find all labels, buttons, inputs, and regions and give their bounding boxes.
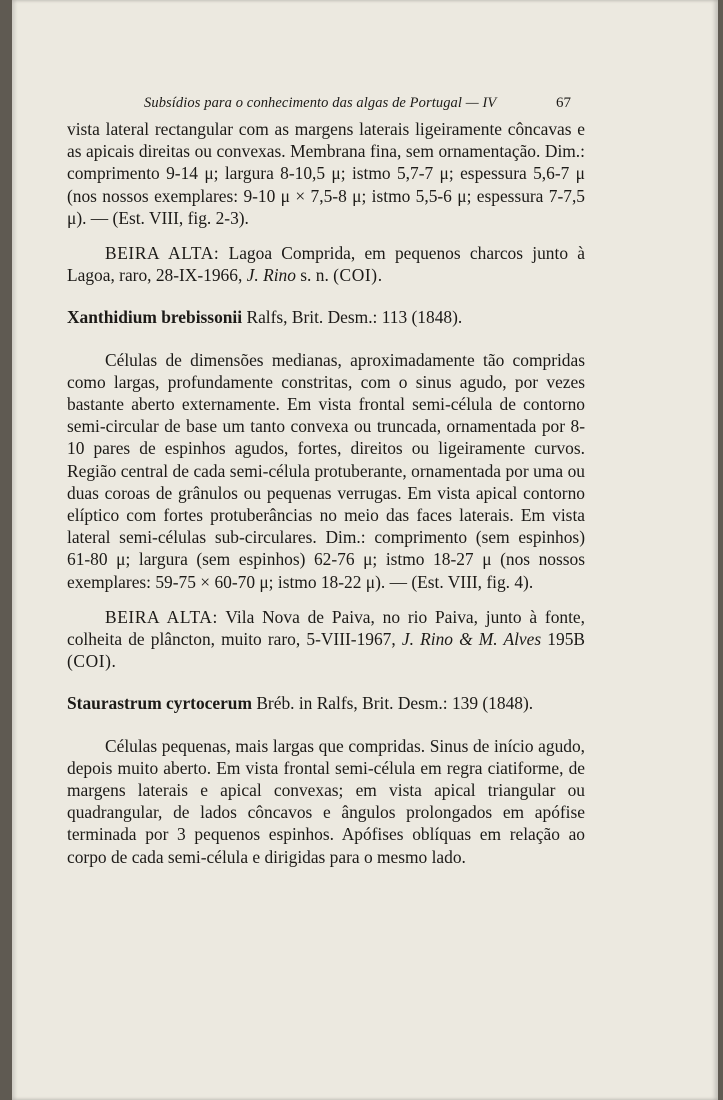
- taxon-entry: [67, 306, 585, 328]
- running-title: Subsídios para o conhecimento das algas de Portugal — IV: [144, 95, 497, 111]
- page-number: 67: [556, 95, 571, 111]
- taxon-entry: [67, 692, 585, 714]
- taxon-reference: Ralfs, Brit. Desm.: 113 (1848).: [246, 307, 463, 328]
- locality-text: Lagoa Comprida, em pequenos charcos junto à Lagoa, raro, 28-IX-1966,: [67, 243, 585, 286]
- taxon-name: Staurastrum cyrtocerum: [67, 693, 252, 714]
- page-header: [12, 95, 718, 115]
- locality-text: Vila Nova de Paiva, no rio Paiva, junto à fonte, colheita de plâncton, muito raro, 5-VIII-1967,: [67, 606, 585, 650]
- specimen-number: s. n.: [300, 265, 329, 286]
- region-label: BEIRA ALTA:: [105, 606, 218, 627]
- herbarium-code: (COI).: [333, 265, 383, 286]
- page-body: [67, 118, 585, 868]
- region-label: BEIRA ALTA:: [105, 243, 220, 264]
- taxon-name: Xanthidium brebissonii: [67, 307, 243, 328]
- specimen-number: 195B: [547, 629, 585, 650]
- collector-name: J. Rino: [246, 265, 296, 286]
- description-paragraph: vista lateral rectangular com as margens laterais ligeiramente côncavas e as apicais direitas ou convexas. Membrana fina, sem ornamentação. Dim.: comprimento 9-14 μ; largura 8-10,5 μ; istmo 5,7-7 μ; espessura 5,6-7 μ (nos nossos exemplares: 9-10 μ × 7,5-8 μ; istmo 5,5-6 μ; espessura 7-7,5 μ). — (Est. VIII, fig. 2-3).: [67, 119, 585, 228]
- taxon-reference: Bréb. in Ralfs, Brit. Desm.: 139 (1848).: [256, 693, 534, 714]
- locality-paragraph: [67, 606, 585, 673]
- herbarium-code: (COI).: [67, 651, 117, 672]
- book-page: [12, 0, 718, 1100]
- locality-paragraph: [67, 242, 585, 286]
- description-paragraph: Células de dimensões medianas, aproximadamente tão compridas como largas, profundamente constritas, com o sinus agudo, por vezes bastante aberto externamente. Em vista frontal semi-célula de contorno semi-circular de base um tanto convexa ou truncada, ornamentada por 8-10 pares de espinhos agudos, fortes, direitos ou ligeiramente curvos. Região central de cada semi-célula protuberante, ornamentada por uma ou duas coroas de grânulos ou pequenas verrugas. Em vista apical contorno elíptico com fortes protuberâncias no meio das faces laterais. Em vista lateral semi-células sub-circulares. Dim.: comprimento (sem espinhos) 61-80 μ; largura (sem espinhos) 62-76 μ; istmo 18-27 μ (nos nossos exemplares: 59-75 × 60-70 μ; istmo 18-22 μ). — (Est. VIII, fig. 4).: [67, 349, 585, 592]
- collector-name: J. Rino & M. Alves: [401, 629, 542, 650]
- description-paragraph: Células pequenas, mais largas que compridas. Sinus de início agudo, depois muito aberto. Em vista frontal semi-célula em regra ciatiforme, de margens laterais e apical convexas; em vista apical triangular ou quadrangular, de lados côncavos e ângulos prolongados em apófise terminada por 3 pequenos espinhos. Apófises oblíquas em relação ao corpo de cada semi-célula e dirigidas para o mesmo lado.: [67, 735, 585, 867]
